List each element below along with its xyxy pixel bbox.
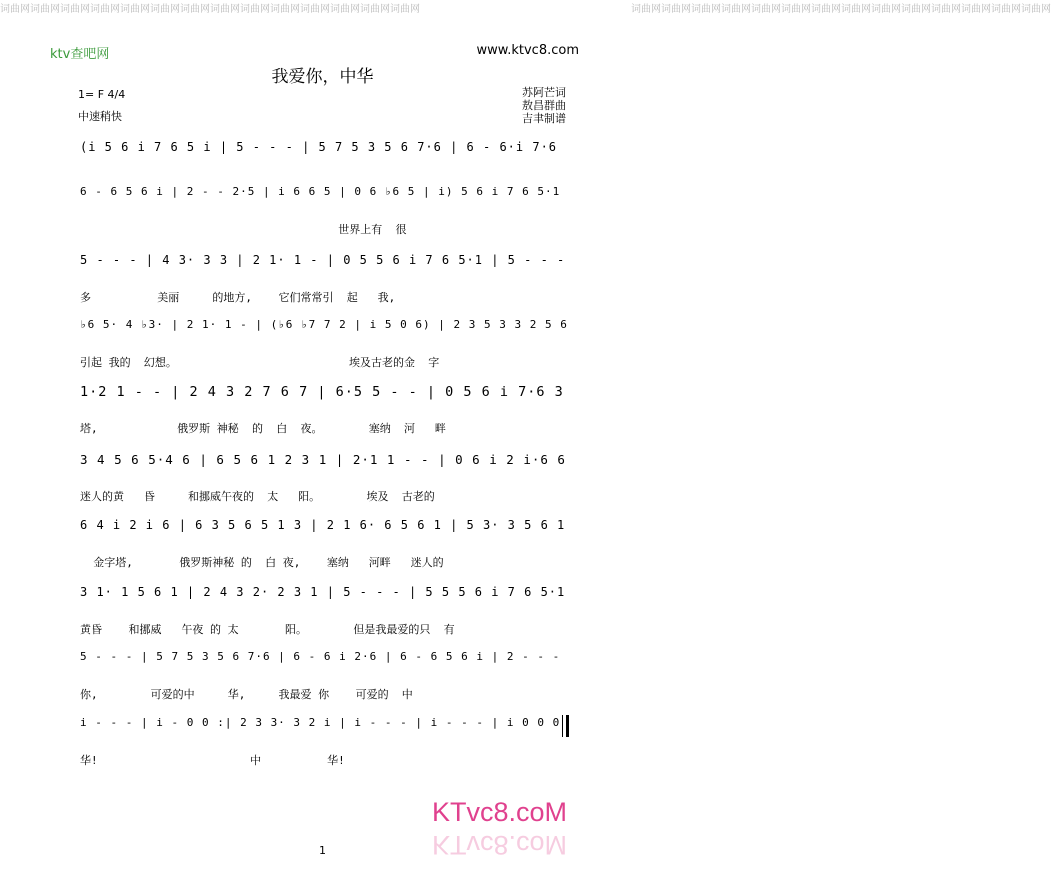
notation-line: 3 4 5 6 5·4 6 | 6 5 6 1 2 3 1 | 2·1 1 - - | 0 6 i 2 i·6 6 [80,452,566,467]
notation-line: 6 - 6 5 6 i | 2 - - 2·5 | i 6 6 5 | 0 6 ♭6 5 | i) 5 6 i 7 6 5·1 [80,185,561,198]
notation-line: (i 5 6 i 7 6 5 i | 5 - - - | 5 7 5 3 5 6 7·6 | 6 - 6·i 7·6 [80,140,558,154]
watermark-right: 词曲网词曲网词曲网词曲网词曲网词曲网词曲网词曲网词曲网词曲网词曲网词曲网词曲网词曲网 [631,4,1051,15]
lyric-line: 华! 中 华! [80,754,345,767]
notation-line: i - - - | i - 0 0 :| 2 3 3· 3 2 i | i - - - | i - - - | i 0 0 0 [80,716,561,729]
lyric-line: 多 美丽 的地方, 它们常常引 起 我, [80,291,396,304]
notation-line: 3 1· 1 5 6 1 | 2 4 3 2· 2 3 1 | 5 - - - | 5 5 5 6 i 7 6 5·1 [80,585,566,599]
lyric-line: 引起 我的 幻想。 埃及古老的金 字 [80,356,440,369]
credit-lyricist: 苏阿芒词 [522,86,566,99]
key-signature: 1= F 4/4 [78,88,126,101]
lyric-line: 塔, 俄罗斯 神秘 的 白 夜。 塞纳 河 畔 [80,422,446,435]
notation-line: 5 - - - | 4 3· 3 3 | 2 1· 1 - | 0 5 5 6 i 7 6 5·1 | 5 - - - [80,253,566,267]
tempo-marking: 中速稍快 [78,110,122,123]
credits [522,86,566,125]
notation-line: 6 4 i 2 i 6 | 6 3 5 6 5 1 3 | 2 1 6· 6 5 6 1 | 5 3· 3 5 6 1 [80,518,566,532]
final-barline-thick [566,715,569,737]
lyric-line: 金字塔, 俄罗斯神秘 的 白 夜, 塞纳 河畔 迷人的 [80,556,444,569]
notation-line: 5 - - - | 5 7 5 3 5 6 7·6 | 6 - 6 i 2·6 | 6 - 6 5 6 i | 2 - - - [80,650,561,663]
page-number: 1 [319,844,326,857]
watermark-left: 词曲网词曲网词曲网词曲网词曲网词曲网词曲网词曲网词曲网词曲网词曲网词曲网词曲网词曲网 [0,4,420,15]
credit-transcriber: 吉聿制谱 [522,112,566,125]
site-name-left: ktv查吧网 [50,47,110,62]
lyric-line: 你, 可爱的中 华, 我最爱 你 可爱的 中 [80,688,413,701]
logo-reflection: KTvc8.coM [432,830,568,860]
final-barline-thin [562,715,563,737]
lyric-line: 迷人的黄 昏 和挪威午夜的 太 阳。 埃及 古老的 [80,490,435,503]
song-title: 我爱你，中华 [271,67,374,87]
site-url-right: www.ktvc8.com [476,43,579,58]
notation-line: 1·2 1 - - | 2 4 3 2 7 6 7 | 6·5 5 - - | 0 5 6 i 7·6 3 [80,384,564,400]
site-logo: KTvc8.coM [432,797,568,827]
lyric-line: 世界上有 很 [80,223,407,236]
lyric-line: 黄昏 和挪威 午夜 的 太 阳。 但是我最爱的只 有 [80,623,455,636]
credit-composer: 敖昌群曲 [522,99,566,112]
notation-line: ♭6 5· 4 ♭3· | 2 1· 1 - | (♭6 ♭7 7 2 | i 5 0 6) | 2 3 5 3 3 2 5 6 [80,318,568,331]
